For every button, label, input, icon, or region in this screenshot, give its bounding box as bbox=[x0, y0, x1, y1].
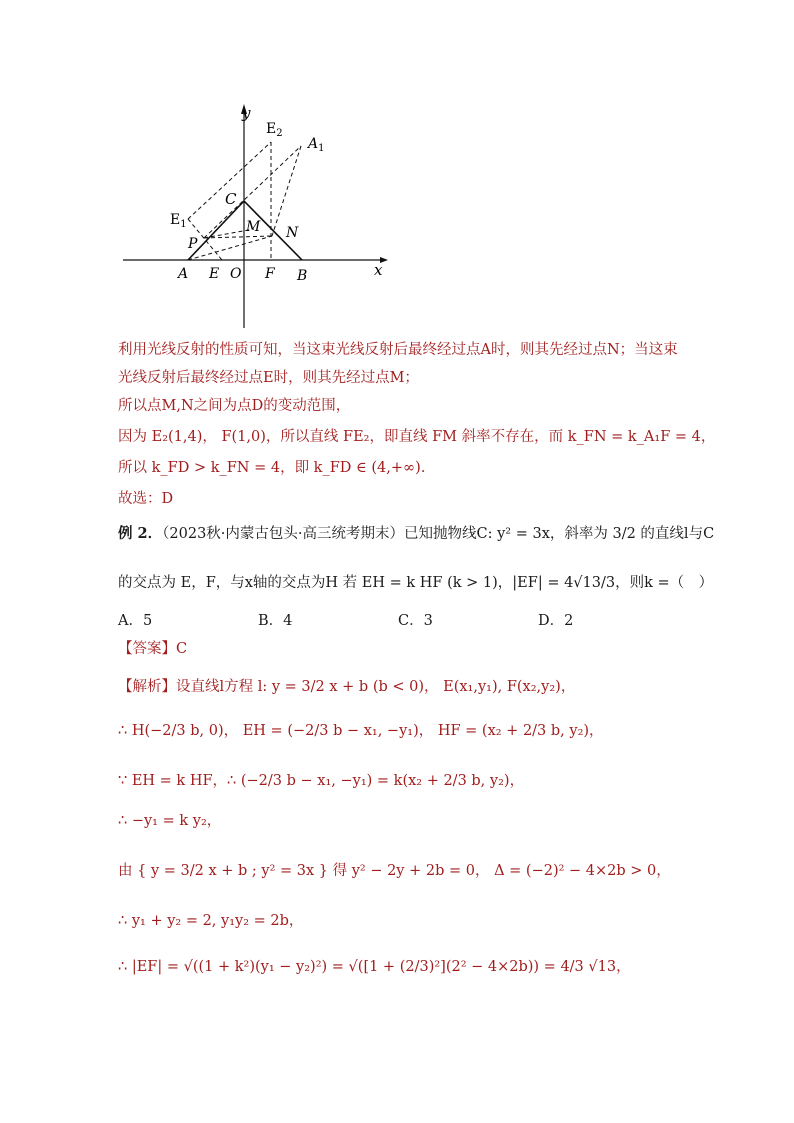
analysis-step-1 bbox=[118, 678, 575, 697]
solution-line-1: 利用光线反射的性质可知，当这束光线反射后最终经过点A时，则其先经过点N；当这束 bbox=[118, 342, 678, 358]
label-a: A bbox=[178, 266, 189, 282]
label-y: y bbox=[242, 104, 251, 122]
example-label: 例 2． bbox=[118, 525, 163, 542]
analysis-step-4: ∴ −y₁ = k y₂， bbox=[118, 813, 222, 829]
triangle-acb bbox=[188, 201, 302, 260]
choice-b[interactable]: B．4 bbox=[258, 613, 293, 629]
solution-line-5: 所以 k_FD > k_FN = 4，即 k_FD ∈ (4,+∞). bbox=[118, 460, 426, 476]
choice-c[interactable]: C．3 bbox=[398, 613, 433, 629]
choice-a[interactable]: A．5 bbox=[118, 613, 153, 629]
label-e1: $E_1$ bbox=[170, 212, 187, 230]
label-a1: $A_1$ bbox=[308, 136, 325, 154]
analysis-step-5: 由 { y = 3/2 x + b ; y² = 3x } 得 y² − 2y + 2b = 0， Δ = (−2)² − 4×2b > 0， bbox=[118, 863, 671, 879]
geometry-figure bbox=[118, 98, 393, 330]
analysis-step-6: ∴ y₁ + y₂ = 2, y₁y₂ = 2b， bbox=[118, 913, 304, 929]
example2-stem-1 bbox=[118, 525, 714, 544]
analysis-step-7: ∴ |EF| = √((1 + k²)(y₁ − y₂)²) = √([1 + (2/3)²](2² − 4×2b)) = 4/3 √13， bbox=[118, 959, 631, 975]
label-x: x bbox=[374, 261, 383, 279]
solution-line-2: 光线反射后最终经过点E时，则其先经过点M； bbox=[118, 370, 419, 386]
analysis-tag: 【解析】 bbox=[118, 679, 176, 695]
label-b: B bbox=[297, 268, 308, 284]
answer-tag: 【答案】 bbox=[118, 641, 176, 657]
label-e: E bbox=[209, 266, 220, 282]
label-e2: $E_2$ bbox=[266, 121, 283, 139]
solution-line-3: 所以点M,N之间为点D的变动范围， bbox=[118, 398, 351, 414]
choices-row bbox=[118, 612, 678, 631]
label-p: P bbox=[188, 236, 198, 252]
analysis-step-2: ∴ H(−2/3 b, 0)， EH = (−2/3 b − x₁, −y₁)， HF = (x₂ + 2/3 b, y₂)， bbox=[118, 723, 604, 739]
example-stem: 已知抛物线C: y² = 3x，斜率为 3/2 的直线l与C bbox=[404, 526, 715, 542]
answer-line: 故选：D bbox=[118, 491, 174, 507]
solution-line-4: 因为 E₂(1,4)， F(1,0)，所以直线 FE₂，即直线 FM 斜率不存在，而 k_FN = k_A₁F = 4， bbox=[118, 429, 716, 445]
answer-value: C bbox=[176, 641, 188, 657]
answer-row bbox=[118, 640, 187, 659]
label-n: N bbox=[286, 225, 299, 241]
example-source: （2023秋·内蒙古包头·高三统考期末） bbox=[162, 526, 405, 542]
analysis-text: 设直线l方程 l: y = 3/2 x + b (b < 0)， E(x₁,y₁), F(x₂,y₂)， bbox=[176, 679, 576, 695]
choice-d[interactable]: D．2 bbox=[538, 613, 574, 629]
example2-stem-2: 的交点为 E，F，与x轴的交点为H 若 EH = k HF (k > 1)，|EF| = 4√13/3，则k =（ ） bbox=[118, 575, 714, 591]
label-c: C bbox=[225, 190, 237, 208]
label-f: F bbox=[265, 266, 275, 282]
analysis-step-3: ∵ EH = k HF，∴ (−2/3 b − x₁, −y₁) = k(x₂ + 2/3 b, y₂)， bbox=[118, 773, 525, 789]
label-o: O bbox=[230, 266, 242, 282]
label-m: M bbox=[246, 219, 261, 235]
